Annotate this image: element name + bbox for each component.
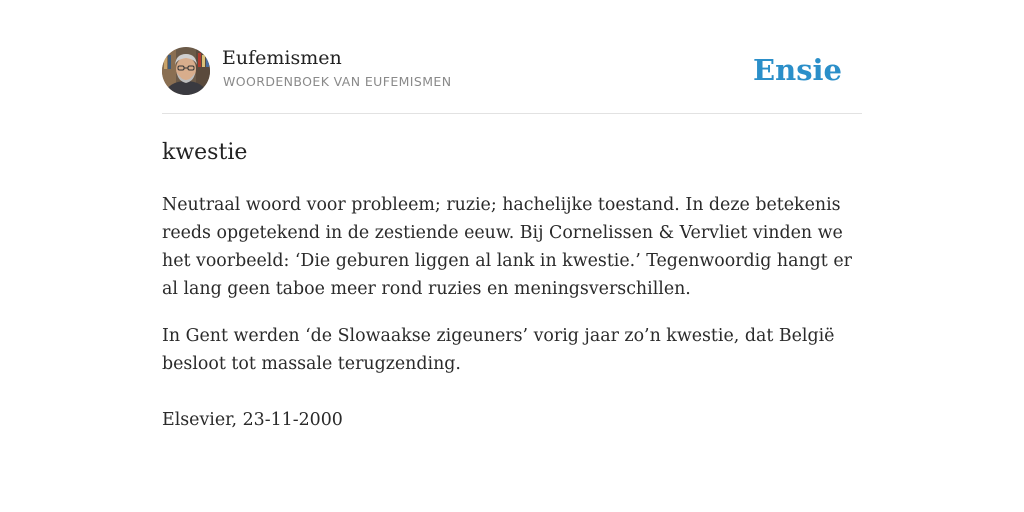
entry-term: kwestie xyxy=(162,140,248,165)
author-subtitle[interactable]: WOORDENBOEK VAN EUFEMISMEN xyxy=(223,74,452,89)
entry-card xyxy=(162,46,862,434)
entry-example: In Gent werden ‘de Slowaakse zigeuners’ vorig jaar zo’n kwestie, dat België besloot tot massale terugzending. xyxy=(162,326,835,374)
entry-source: Elsevier, 23-11-2000 xyxy=(162,410,343,430)
author-avatar[interactable] xyxy=(162,47,210,95)
author-name[interactable]: Eufemismen xyxy=(222,47,342,69)
author-photo-icon xyxy=(162,47,210,95)
ensie-logo[interactable]: Ensie xyxy=(753,53,842,87)
entry-header xyxy=(162,46,862,114)
entry-definition: Neutraal woord voor probleem; ruzie; hachelijke toestand. In deze betekenis reeds opgetekend in de zestiende eeuw. Bij Cornelissen & Vervliet vinden we het voorbeeld: ‘Die geburen liggen al lank in kwestie.’ Tegenwoordig hangt er al lang geen taboe meer rond ruzies en meningsverschillen. xyxy=(162,195,852,299)
